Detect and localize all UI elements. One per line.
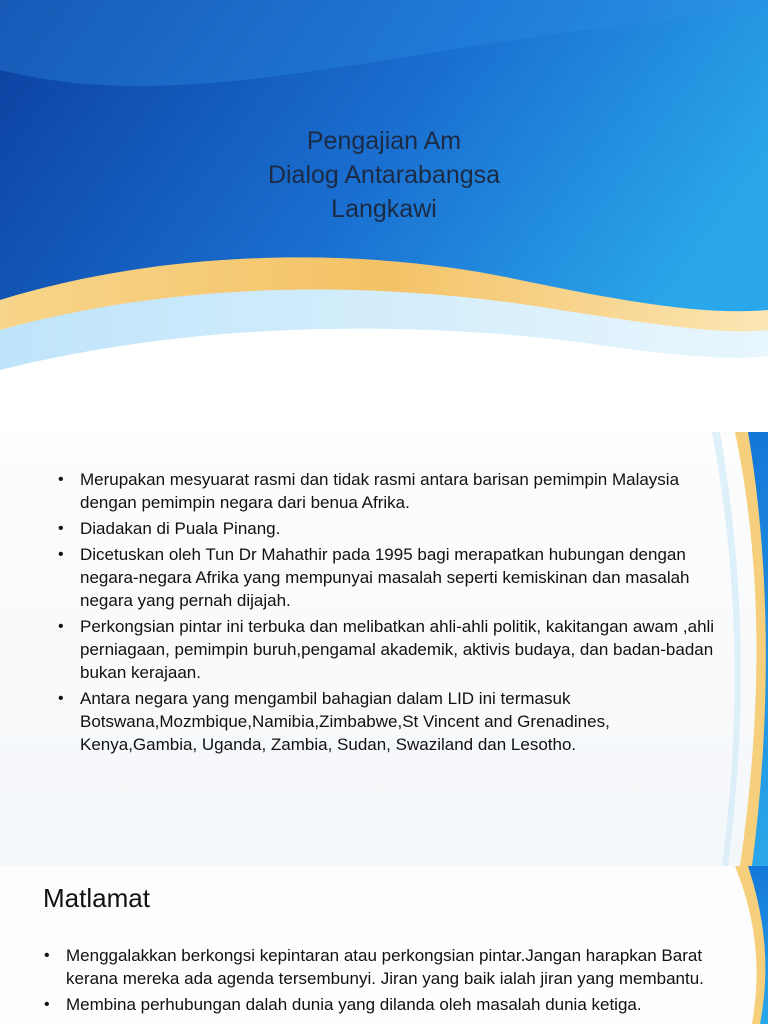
bullet-text: Menggalakkan berkongsi kepintaran atau perkongsian pintar.Jangan harapkan Barat kerana mereka ada agenda tersembunyi. Jiran yang baik ialah jiran yang membantu. xyxy=(66,946,704,988)
bullet-text: Diadakan di Puala Pinang. xyxy=(80,519,281,538)
section-title: Matlamat xyxy=(43,883,150,913)
content-slide xyxy=(0,432,768,866)
matlamat-slide xyxy=(0,866,768,1024)
bullet-icon: • xyxy=(58,690,64,707)
bullet-icon: • xyxy=(58,471,64,488)
bullet-text: Merupakan mesyuarat rasmi dan tidak rasmi antara barisan pemimpin Malaysia dengan pemimpin negara dari benua Afrika. xyxy=(80,470,680,512)
bullet-icon: • xyxy=(44,947,50,964)
slide-title xyxy=(0,124,768,226)
list-item xyxy=(44,944,704,990)
bullet-text: Dicetuskan oleh Tun Dr Mahathir pada 1995 bagi merapatkan hubungan dengan negara-negara Afrika yang mempunyai masalah seperti kemiskinan dan masalah negara yang pernah dijajah. xyxy=(80,545,690,610)
list-item xyxy=(44,993,704,1016)
title-slide xyxy=(0,0,768,432)
matlamat-bullet-list xyxy=(44,944,704,1019)
list-item xyxy=(58,468,718,514)
bullet-text: Antara negara yang mengambil bahagian dalam LID ini termasuk Botswana,Mozmbique,Namibia,Zimbabwe,St Vincent and Grenadines, Kenya,Gambia, Uganda, Zambia, Sudan, Swaziland dan Lesotho. xyxy=(80,689,610,754)
bullet-text: Membina perhubungan dalah dunia yang dilanda oleh masalah dunia ketiga. xyxy=(66,995,642,1014)
bullet-icon: • xyxy=(44,996,50,1013)
bullet-text: Perkongsian pintar ini terbuka dan melibatkan ahli-ahli politik, kakitangan awam ,ahli perniagaan, pemimpin buruh,pengamal akademik, aktivis budaya, dan badan-badan bukan kerajaan. xyxy=(80,617,715,682)
list-item xyxy=(58,615,718,684)
bullet-icon: • xyxy=(58,520,64,537)
list-item xyxy=(58,687,718,756)
bullet-icon: • xyxy=(58,618,64,635)
content-bullet-list xyxy=(58,468,718,759)
list-item xyxy=(58,517,718,540)
bullet-icon: • xyxy=(58,546,64,563)
title-line-3: Langkawi xyxy=(331,195,437,223)
title-line-1: Pengajian Am xyxy=(306,127,462,155)
list-item xyxy=(58,543,718,612)
title-line-2: Dialog Antarabangsa xyxy=(267,161,501,189)
